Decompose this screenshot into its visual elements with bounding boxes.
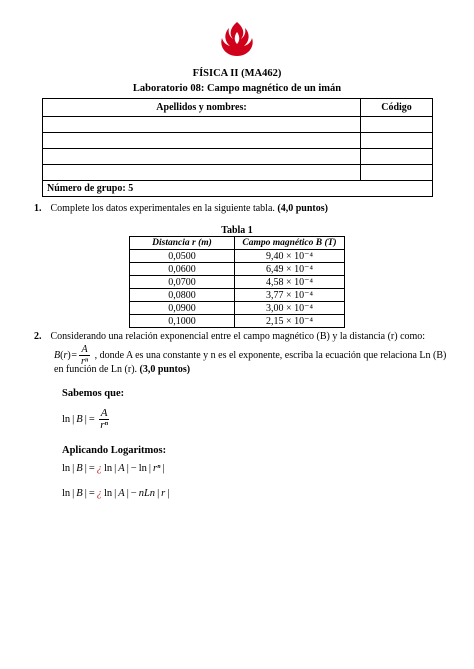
field-cell[interactable]: 3,77 × 10⁻⁴ bbox=[235, 289, 345, 302]
table-row bbox=[130, 250, 345, 263]
table-row bbox=[43, 149, 433, 165]
table-row bbox=[130, 315, 345, 328]
section-heading-logs: Aplicando Logaritmos: bbox=[62, 445, 167, 456]
code-cell[interactable] bbox=[361, 149, 433, 165]
power-law-formula: B ( r ) = $\frac{A}{\text{rⁿ}}$ bbox=[54, 344, 89, 367]
table-row bbox=[130, 302, 345, 315]
equation-log-step-1: ln | B | = ¿ ln | A | − ln | rⁿ | bbox=[62, 463, 165, 474]
table-caption: Tabla 1 bbox=[221, 225, 253, 236]
code-cell[interactable] bbox=[361, 117, 433, 133]
question-number: 2. bbox=[34, 331, 42, 342]
name-cell[interactable] bbox=[43, 133, 361, 149]
distance-cell: 0,0700 bbox=[130, 276, 235, 289]
name-cell[interactable] bbox=[43, 117, 361, 133]
table-row bbox=[43, 99, 433, 117]
field-cell[interactable]: 6,49 × 10⁻⁴ bbox=[235, 263, 345, 276]
data-table bbox=[129, 236, 345, 328]
names-header: Apellidos y nombres: bbox=[43, 99, 361, 117]
table-header-row bbox=[130, 237, 345, 250]
code-header: Código bbox=[361, 99, 433, 117]
distance-cell: 0,0600 bbox=[130, 263, 235, 276]
equation-magnitude: ln | B | = $\frac{A}{\text{rⁿ}}$ bbox=[62, 407, 108, 431]
code-cell[interactable] bbox=[361, 165, 433, 181]
question-points: (4,0 puntos) bbox=[277, 203, 328, 214]
equation-log-step-2: ln | B | = ¿ ln | A | − nLn | r | bbox=[62, 488, 170, 499]
table-row bbox=[130, 263, 345, 276]
question-text: Complete los datos experimentales en la siguiente tabla. bbox=[50, 203, 278, 214]
question-2-line3: en función de Ln (r). (3,0 puntos) bbox=[54, 364, 191, 375]
table-row bbox=[43, 181, 433, 197]
question-points: (3,0 puntos) bbox=[139, 364, 191, 375]
distance-cell: 0,0500 bbox=[130, 250, 235, 263]
col-header-field: Campo magnético B (T) bbox=[235, 237, 345, 250]
course-title: FÍSICA II (MA462) bbox=[192, 68, 282, 79]
col-header-distance: Distancia r (m) bbox=[130, 237, 235, 250]
question-text: Considerando una relación exponencial entre el campo magnético (B) y la distancia (r) como: bbox=[50, 331, 426, 342]
code-cell[interactable] bbox=[361, 133, 433, 149]
table-row bbox=[130, 289, 345, 302]
distance-cell: 0,1000 bbox=[130, 315, 235, 328]
question-number: 1. bbox=[34, 203, 42, 214]
group-number: Número de grupo: 5 bbox=[43, 181, 433, 197]
question-2 bbox=[34, 330, 454, 344]
field-cell[interactable]: 9,40 × 10⁻⁴ bbox=[235, 250, 345, 263]
name-cell[interactable] bbox=[43, 165, 361, 181]
question-text-cont: , donde A es una constante y n es el exponente, escriba la ecuación que relaciona Ln (B) bbox=[94, 350, 447, 361]
question-1 bbox=[34, 203, 328, 214]
table-row bbox=[43, 165, 433, 181]
section-heading-known: Sabemos que: bbox=[62, 388, 125, 399]
name-cell[interactable] bbox=[43, 149, 361, 165]
table-row bbox=[43, 133, 433, 149]
field-cell[interactable]: 4,58 × 10⁻⁴ bbox=[235, 276, 345, 289]
upc-logo-icon bbox=[216, 20, 258, 58]
student-id-table bbox=[42, 98, 433, 197]
lab-title: Laboratorio 08: Campo magnético de un imán bbox=[132, 83, 342, 94]
table-row bbox=[43, 117, 433, 133]
field-cell[interactable]: 3,00 × 10⁻⁴ bbox=[235, 302, 345, 315]
table-row bbox=[130, 276, 345, 289]
field-cell[interactable]: 2,15 × 10⁻⁴ bbox=[235, 315, 345, 328]
distance-cell: 0,0800 bbox=[130, 289, 235, 302]
distance-cell: 0,0900 bbox=[130, 302, 235, 315]
